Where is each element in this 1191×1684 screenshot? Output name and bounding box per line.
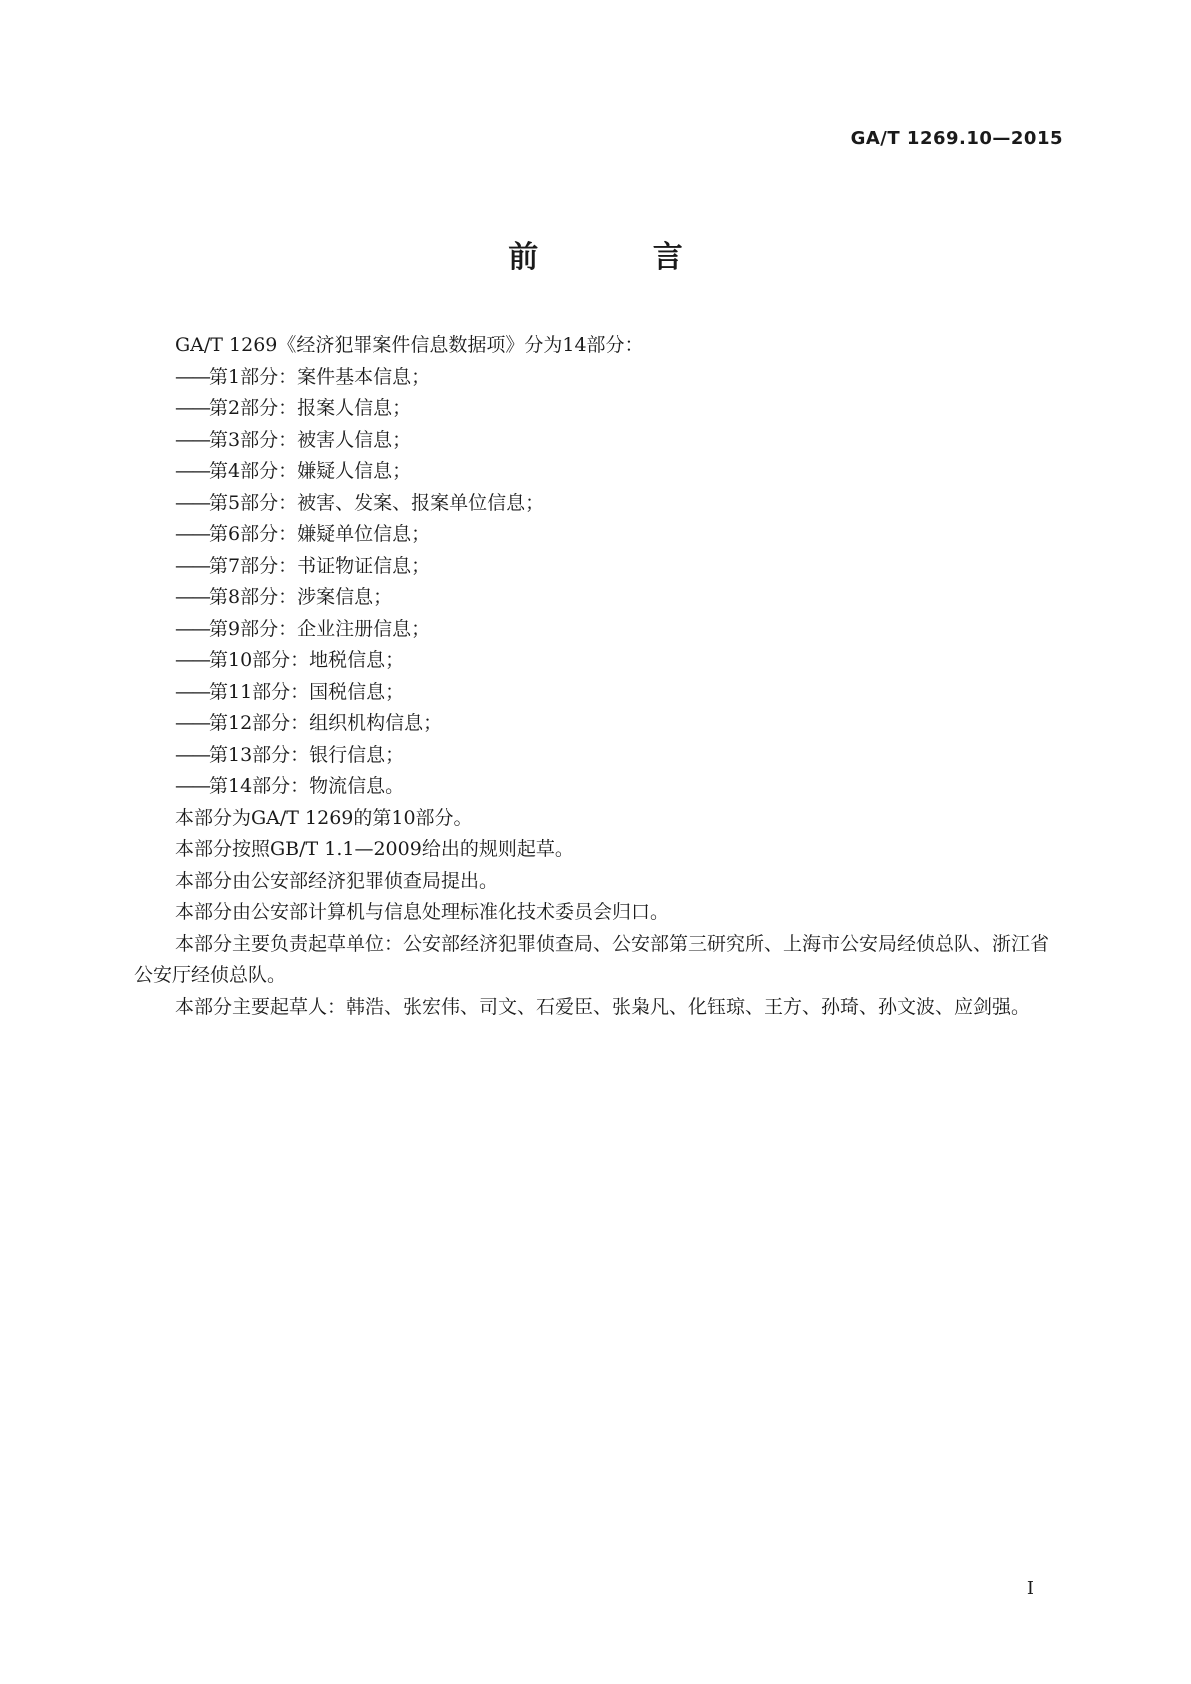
list-dash: —— [175,554,209,577]
part-statement-paragraph: 本部分为GA/T 1269的第10部分。 [175,806,473,829]
page-title: 前 言 [508,240,735,275]
drafters-paragraph: 本部分主要起草人：韩浩、张宏伟、司文、石爱臣、张枭凡、化钰琼、王方、孙琦、孙文波、应剑强。 [175,995,1031,1018]
page-number: I [1026,1578,1034,1599]
list-dash: —— [175,428,209,451]
list-dash: —— [175,617,209,640]
list-item [134,645,1058,677]
list-item [134,582,1058,614]
list-dash: —— [175,460,209,482]
list-item-text: 第2部分：报案人信息； [209,397,412,419]
list-item [134,708,1058,740]
list-item-text: 第1部分：案件基本信息； [209,365,431,388]
list-dash: —— [175,491,209,514]
list-item [134,488,1058,520]
parts-list [134,362,1058,803]
standard-code: GA/T 1269.10—2015 [850,128,1063,149]
drafting-rules-paragraph: 本部分按照GB/T 1.1—2009给出的规则起草。 [175,838,574,860]
list-item [134,362,1058,394]
list-dash: —— [175,712,209,734]
list-item-text: 第11部分：国税信息； [209,680,405,703]
list-item [134,677,1058,709]
list-dash: —— [175,586,209,608]
drafting-units-paragraph: 本部分主要负责起草单位：公安部经济犯罪侦查局、公安部第三研究所、上海市公安局经侦总队、浙江省公安厅经侦总队。 [134,932,1050,986]
proposer-paragraph: 本部分由公安部经济犯罪侦查局提出。 [175,869,499,892]
list-item-text: 第5部分：被害、发案、报案单位信息； [209,491,545,514]
list-dash: —— [175,649,209,671]
document-body [134,330,1058,1023]
list-item [134,614,1058,646]
list-item-text: 第10部分：地税信息； [209,649,405,671]
centralized-by-paragraph: 本部分由公安部计算机与信息处理标准化技术委员会归口。 [175,901,670,923]
intro-paragraph: GA/T 1269《经济犯罪案件信息数据项》分为14部分： [175,334,644,356]
list-item [134,456,1058,488]
list-item-text: 第6部分：嫌疑单位信息； [209,523,431,545]
list-dash: —— [175,743,209,766]
list-item [134,393,1058,425]
list-dash: —— [175,365,209,388]
list-item [134,425,1058,457]
list-item [134,740,1058,772]
list-dash: —— [175,397,209,419]
list-item-text: 第13部分：银行信息； [209,743,405,766]
list-dash: —— [175,775,209,797]
list-item-text: 第8部分：涉案信息； [209,586,393,608]
list-dash: —— [175,680,209,703]
list-item-text: 第14部分：物流信息。 [209,775,405,797]
list-item-text: 第7部分：书证物证信息； [209,554,431,577]
list-item-text: 第3部分：被害人信息； [209,428,412,451]
list-item-text: 第4部分：嫌疑人信息； [209,460,412,482]
list-item [134,771,1058,803]
list-item [134,551,1058,583]
list-dash: —— [175,523,209,545]
list-item-text: 第9部分：企业注册信息； [209,617,431,640]
list-item-text: 第12部分：组织机构信息； [209,712,443,734]
list-item [134,519,1058,551]
